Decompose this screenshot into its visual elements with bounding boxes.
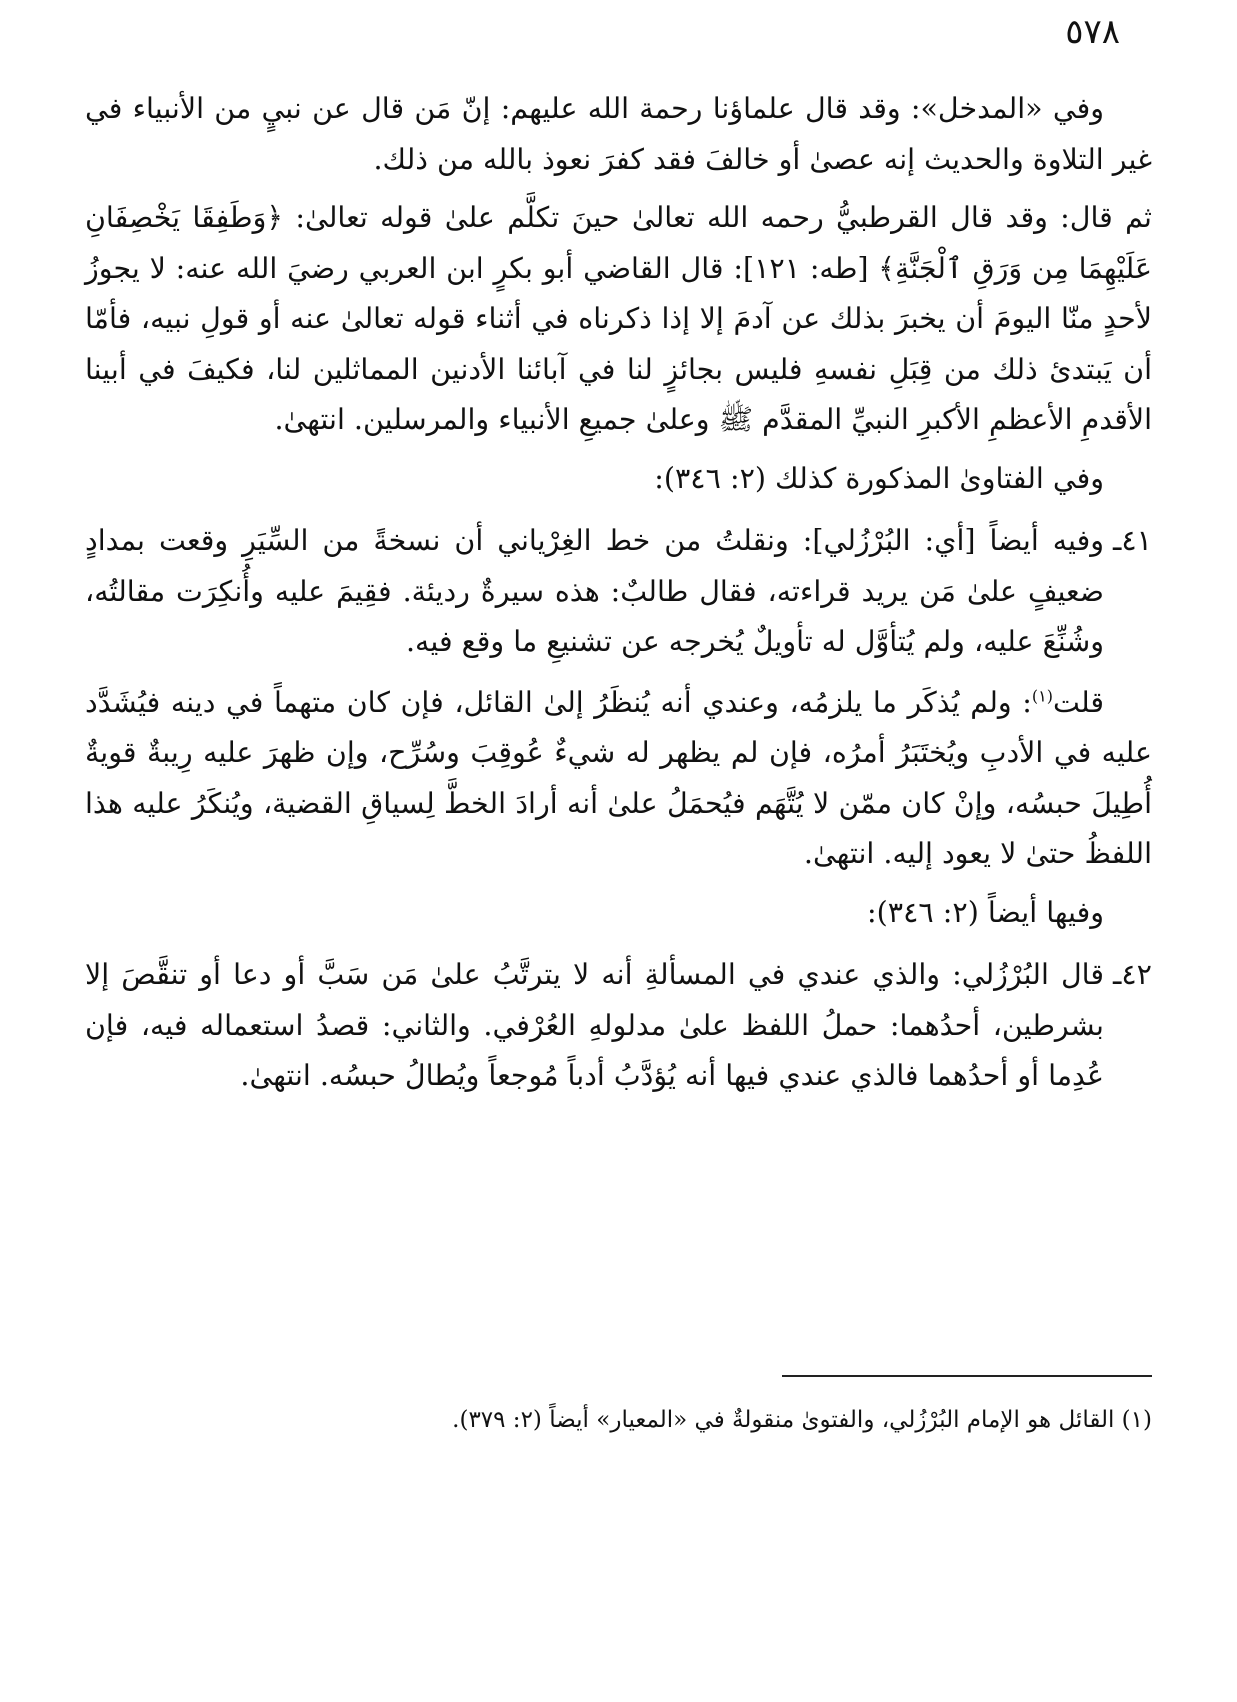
numbered-item-41 (85, 516, 1152, 668)
item-text: وفيه أيضاً [أي: البُرْزُلي]: ونقلتُ من خط الغِرْياني أن نسخةً من السِّيَرِ وقعت بمدادٍ ضعيفٍ علىٰ مَن يريد قراءته، فقال طالبٌ: هذه سيرةٌ رديئة. فقِيمَ عليه وأُنكِرَت مقالتُه، وشُنِّعَ عليه، ولم يُتأوَّل له تأويلٌ يُخرجه عن تشنيعِ ما وقع فيه. (85, 524, 1104, 658)
footnote-divider (782, 1375, 1152, 1377)
footnote-reference: (١) (1031, 686, 1053, 705)
numbered-item-42 (85, 950, 1152, 1102)
item-number: ٤١ـ (1113, 524, 1152, 557)
paragraph-qurtubi: ثم قال: وقد قال القرطبيُّ رحمه الله تعالىٰ حينَ تكلَّم علىٰ قوله تعالىٰ: ﴿وَطَفِقَا يَخْصِفَانِ عَلَيْهِمَا مِن وَرَقِ ٱلْجَنَّةِ﴾ [طه: ١٢١]: قال القاضي أبو بكرٍ ابن العربي رضيَ الله عنه: لا يجوزُ لأحدٍ منّا اليومَ أن يخبرَ بذلك عن آدمَ إلا إذا ذكرناه في أثناء قوله تعالىٰ عنه أو قولِ نبيه، فأمّا أن يَبتدئ ذلك من قِبَلِ نفسهِ فليس بجائزٍ لنا في آبائنا الأدنين المماثلين لنا، فكيفَ في أبينا الأقدمِ الأعظمِ الأكبرِ النبيِّ المقدَّم ﷺ وعلىٰ جميعِ الأنبياء والمرسلين. انتهىٰ. (85, 201, 1152, 436)
paragraph-fatawa-ref: وفي الفتاوىٰ المذكورة كذلك (٢: ٣٤٦): (654, 461, 1104, 495)
item-text: قال البُرْزُلي: والذي عندي في المسألةِ أنه لا يترتَّبُ علىٰ مَن سَبَّ أو دعا أو تنقَّصَ إلا بشرطين، أحدُهما: حملُ اللفظ علىٰ مدلولهِ العُرْفي. والثاني: قصدُ استعماله فيه، فإن عُدِما أو أحدُهما فالذي عندي فيها أنه يُؤدَّبُ أدباً مُوجعاً ويُطالُ حبسُه. انتهىٰ. (85, 958, 1104, 1092)
paragraph-fiha-aydan: وفيها أيضاً (٢: ٣٤٦): (867, 895, 1104, 929)
item-number: ٤٢ـ (1113, 958, 1152, 991)
body-text (85, 84, 1152, 1112)
qultu-rest: : ولم يُذكَر ما يلزمُه، وعندي أنه يُنظَرُ إلىٰ القائل، فإن كان متهماً في دينه فيُشَدَّد عليه في الأدبِ ويُختَبَرُ أمرُه، فإن لم يظهر له شيءٌ عُوقِبَ وسُرِّح، وإن ظهرَ عليه رِيبةٌ قويةٌ أُطِيلَ حبسُه، وإنْ كان ممّن لا يُتَّهَم فيُحمَلُ علىٰ أنه أرادَ الخطَّ لِسياقِ القضية، ويُنكَرُ عليه هذا اللفظُ حتىٰ لا يعود إليه. انتهىٰ. (85, 685, 1152, 870)
footnote: (١) القائل هو الإمام البُرْزُلي، والفتوىٰ منقولةٌ في «المعيار» أيضاً (٢: ٣٧٩). (452, 1407, 1152, 1433)
qultu-start: قلت (1052, 685, 1104, 719)
paragraph-madkhal: وفي «المدخل»: وقد قال علماؤنا رحمة الله عليهم: إنّ مَن قال عن نبيٍ من الأنبياء في غير التلاوة والحديث إنه عصىٰ أو خالفَ فقد كفرَ نعوذ بالله من ذلك. (85, 92, 1152, 176)
paragraph-qultu (85, 678, 1152, 880)
page-number: ٥٧٨ (1065, 12, 1120, 52)
